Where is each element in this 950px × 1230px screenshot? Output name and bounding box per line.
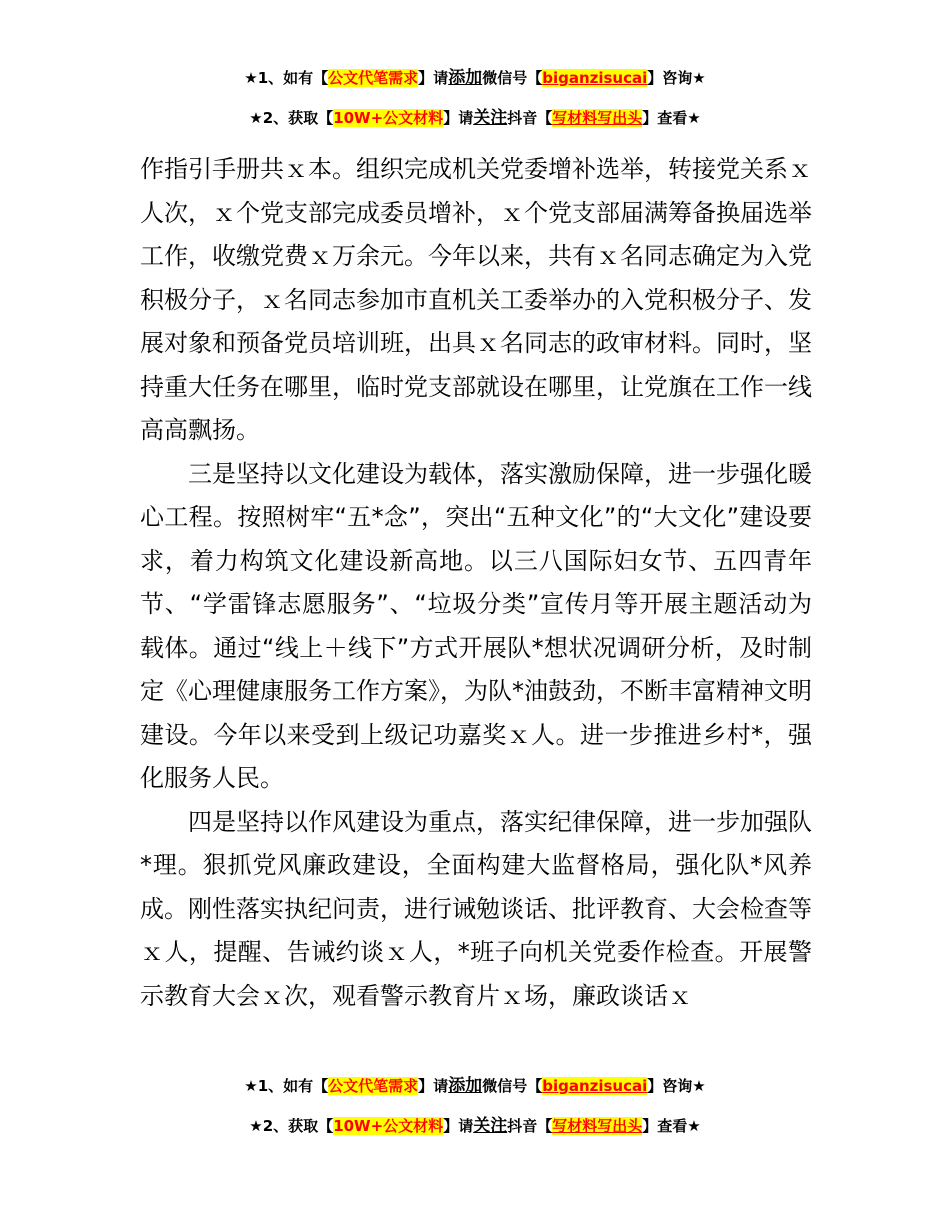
promo-douyin-account-link[interactable]: 写材料写出头 — [552, 1117, 643, 1135]
promo-suffix: 】查看★ — [642, 1117, 701, 1135]
promo-suffix: 】咨询★ — [647, 69, 706, 87]
promo-highlight-service: 公文代笔需求 — [328, 1077, 419, 1095]
promo-highlight-service: 公文代笔需求 — [328, 69, 419, 87]
paragraph-culture-building: 三是坚持以文化建设为载体，落实激励保障，进一步强化暖心工程。按照树牢“五*念”，突出“五种文化”的“大文化”建设要求，着力构筑文化建设新高地。以三八国际妇女节、五四青年节、“学雷锋志愿服务”、“垃圾分类”宣传月等开展主题活动为载体。通过“线上＋线下”方式开展队*想状况调研分析，及时制定《心理健康服务工作方案》，为队*油鼓劲，不断丰富精神文明建设。今年以来受到上级记功嘉奖ｘ人。进一步推进乡村*，强化服务人民。 — [140, 459, 812, 792]
footer-promo-line-1 — [0, 1076, 950, 1096]
header-promo-line-2 — [0, 108, 950, 128]
promo-prefix: ★1、如有【 — [244, 69, 329, 87]
promo-highlight-materials: 10W+公文材料 — [333, 109, 444, 127]
promo-wechat-id-link[interactable]: biganzisucai — [542, 1077, 648, 1095]
promo-mid: 】请 — [418, 69, 449, 87]
footer-promo-line-2 — [0, 1116, 950, 1136]
promo-douyin-account-link[interactable]: 写材料写出头 — [552, 109, 643, 127]
promo-mid: 】请 — [418, 1077, 449, 1095]
promo-emphasis: 添加 — [448, 68, 483, 88]
promo-mid: 抖音【 — [507, 1117, 553, 1135]
promo-prefix: ★1、如有【 — [244, 1077, 329, 1095]
promo-highlight-materials: 10W+公文材料 — [333, 1117, 444, 1135]
promo-mid: 微信号【 — [482, 69, 543, 87]
promo-prefix: ★2、获取【 — [249, 1117, 334, 1135]
promo-mid: 抖音【 — [507, 109, 553, 127]
promo-suffix: 】咨询★ — [647, 1077, 706, 1095]
promo-emphasis: 关注 — [473, 1116, 508, 1136]
header-promo-line-1 — [0, 68, 950, 88]
promo-emphasis: 关注 — [473, 108, 508, 128]
promo-wechat-id-link[interactable]: biganzisucai — [542, 69, 648, 87]
document-body — [140, 148, 812, 1018]
promo-mid: 】请 — [443, 1117, 474, 1135]
promo-emphasis: 添加 — [448, 1076, 483, 1096]
paragraph-continuation: 作指引手册共ｘ本。组织完成机关党委增补选举，转接党关系ｘ人次，ｘ个党支部完成委员增补，ｘ个党支部届满筹备换届选举工作，收缴党费ｘ万余元。今年以来，共有ｘ名同志确定为入党积极分子，ｘ名同志参加市直机关工委举办的入党积极分子、发展对象和预备党员培训班，出具ｘ名同志的政审材料。同时，坚持重大任务在哪里，临时党支部就设在哪里，让党旗在工作一线高高飘扬。 — [140, 155, 812, 444]
promo-mid: 微信号【 — [482, 1077, 543, 1095]
promo-suffix: 】查看★ — [642, 109, 701, 127]
promo-mid: 】请 — [443, 109, 474, 127]
paragraph-work-style: 四是坚持以作风建设为重点，落实纪律保障，进一步加强队*理。狠抓党风廉政建设，全面构建大监督格局，强化队*风养成。刚性落实执纪问责，进行诫勉谈话、批评教育、大会检查等ｘ人，提醒、告诫约谈ｘ人，*班子向机关党委作检查。开展警示教育大会ｘ次，观看警示教育片ｘ场，廉政谈话ｘ — [140, 807, 812, 1010]
promo-prefix: ★2、获取【 — [249, 109, 334, 127]
